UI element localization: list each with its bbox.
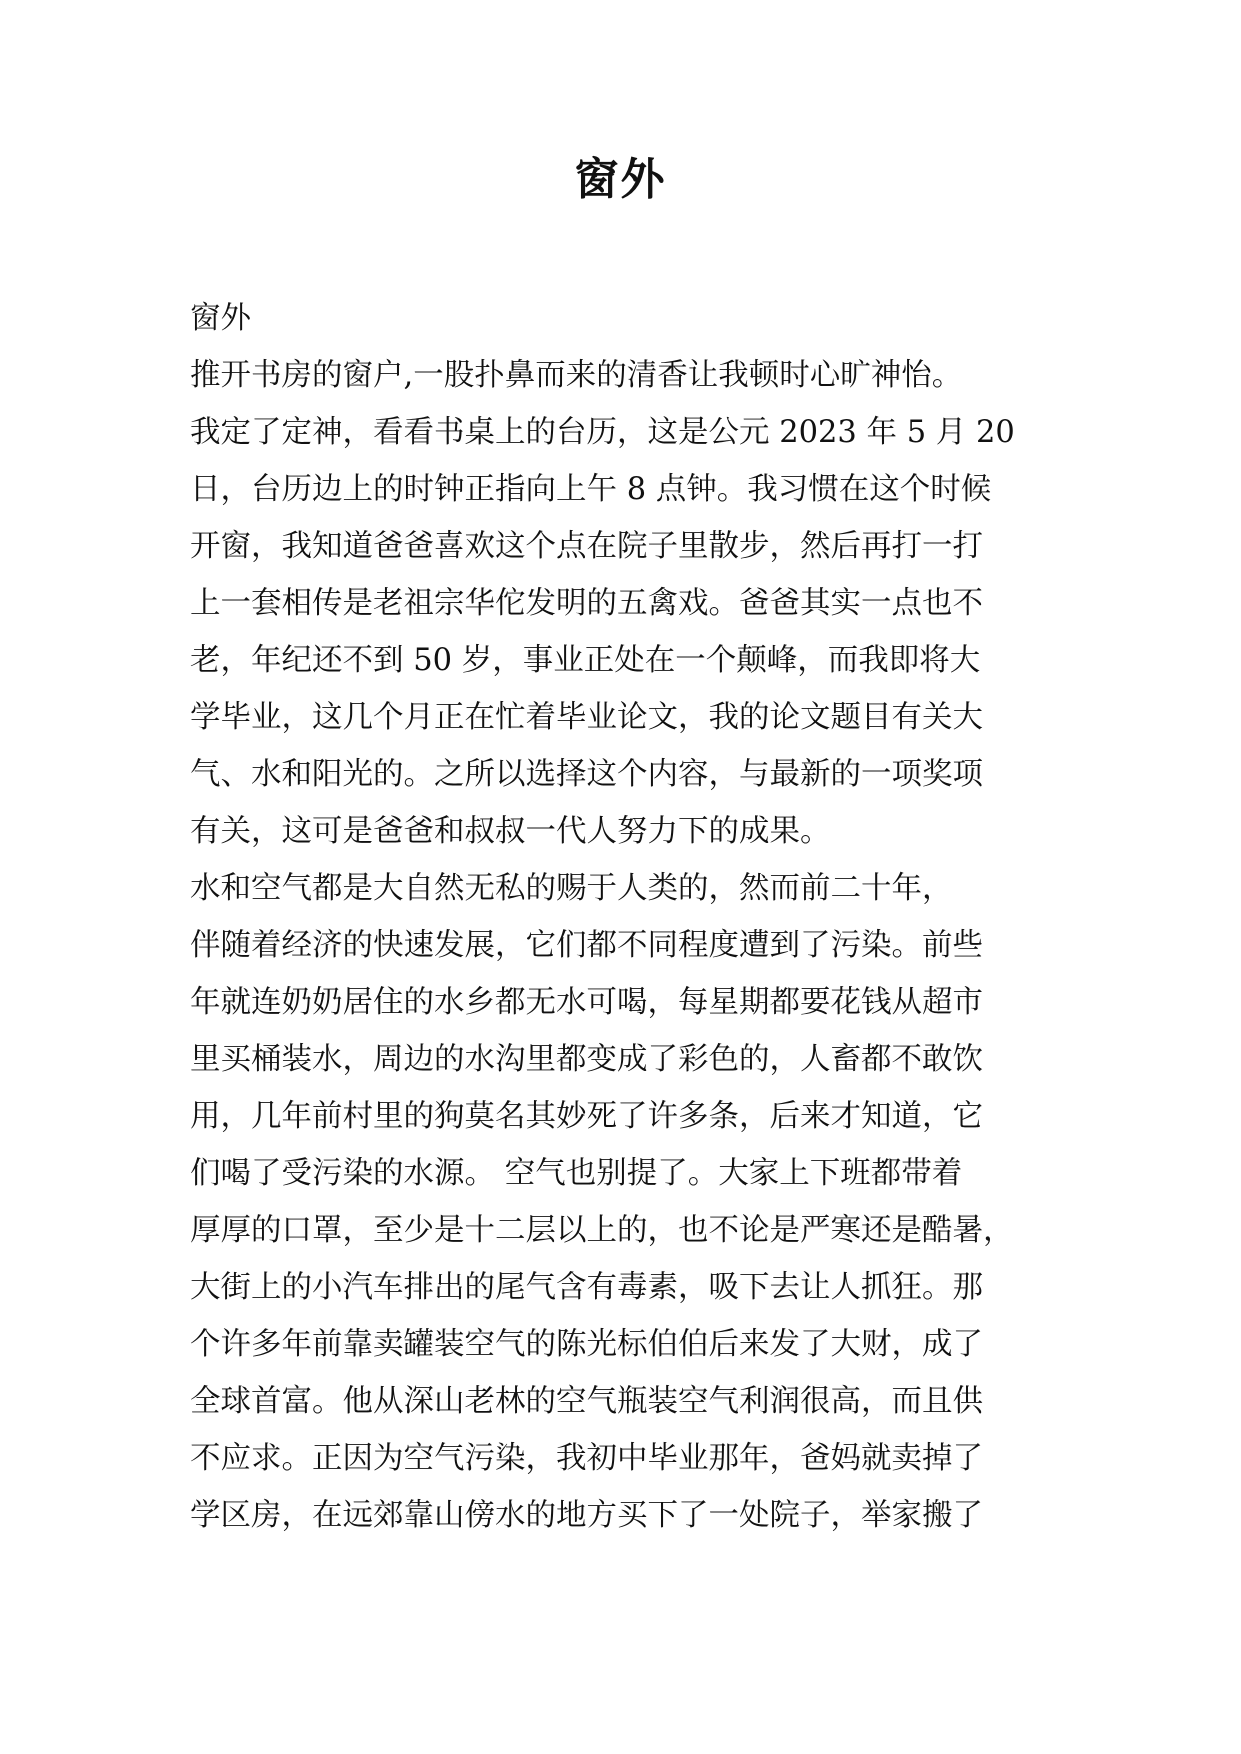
body-line: 开窗，我知道爸爸喜欢这个点在院子里散步，然后再打一打 <box>190 529 983 564</box>
body-line: 厚厚的口罩，至少是十二层以上的，也不论是严寒还是酷暑， <box>190 1213 1014 1248</box>
body-line: 日，台历边上的时钟正指向上午 8 点钟。我习惯在这个时候 <box>190 472 992 507</box>
body-line: 我定了定神，看看书桌上的台历，这是公元 2023 年 5 月 20 <box>190 415 1015 450</box>
body-line: 学区房，在远郊靠山傍水的地方买下了一处院子，举家搬了 <box>190 1498 983 1533</box>
body-line: 不应求。正因为空气污染，我初中毕业那年，爸妈就卖掉了 <box>190 1441 983 1476</box>
body-line: 里买桶装水，周边的水沟里都变成了彩色的，人畜都不敢饮 <box>190 1042 983 1077</box>
body-line: 全球首富。他从深山老林的空气瓶装空气利润很高，而且供 <box>190 1384 983 1419</box>
body-line: 大街上的小汽车排出的尾气含有毒素，吸下去让人抓狂。那 <box>190 1270 983 1305</box>
body-line: 个许多年前靠卖罐装空气的陈光标伯伯后来发了大财，成了 <box>190 1327 983 1362</box>
body-line: 们喝了受污染的水源。 空气也别提了。大家上下班都带着 <box>190 1156 963 1191</box>
body-line: 窗外 <box>190 301 251 336</box>
body-line: 伴随着经济的快速发展，它们都不同程度遭到了污染。前些 <box>190 928 983 963</box>
body-line: 用，几年前村里的狗莫名其妙死了许多条，后来才知道，它 <box>190 1099 983 1134</box>
body-line: 学毕业，这几个月正在忙着毕业论文，我的论文题目有关大 <box>190 700 983 735</box>
body-line: 推开书房的窗户,一股扑鼻而来的清香让我顿时心旷神怡。 <box>190 358 963 393</box>
body-line: 水和空气都是大自然无私的赐于人类的，然而前二十年， <box>190 871 953 906</box>
document-body <box>190 290 1015 1544</box>
body-line: 有关，这可是爸爸和叔叔一代人努力下的成果。 <box>190 814 831 849</box>
body-line: 老，年纪还不到 50 岁，事业正处在一个颠峰，而我即将大 <box>190 643 981 678</box>
body-line: 气、水和阳光的。之所以选择这个内容，与最新的一项奖项 <box>190 757 983 792</box>
body-line: 上一套相传是老祖宗华佗发明的五禽戏。爸爸其实一点也不 <box>190 586 983 621</box>
body-line: 年就连奶奶居住的水乡都无水可喝，每星期都要花钱从超市 <box>190 985 983 1020</box>
document-title: 窗外 <box>574 154 667 205</box>
